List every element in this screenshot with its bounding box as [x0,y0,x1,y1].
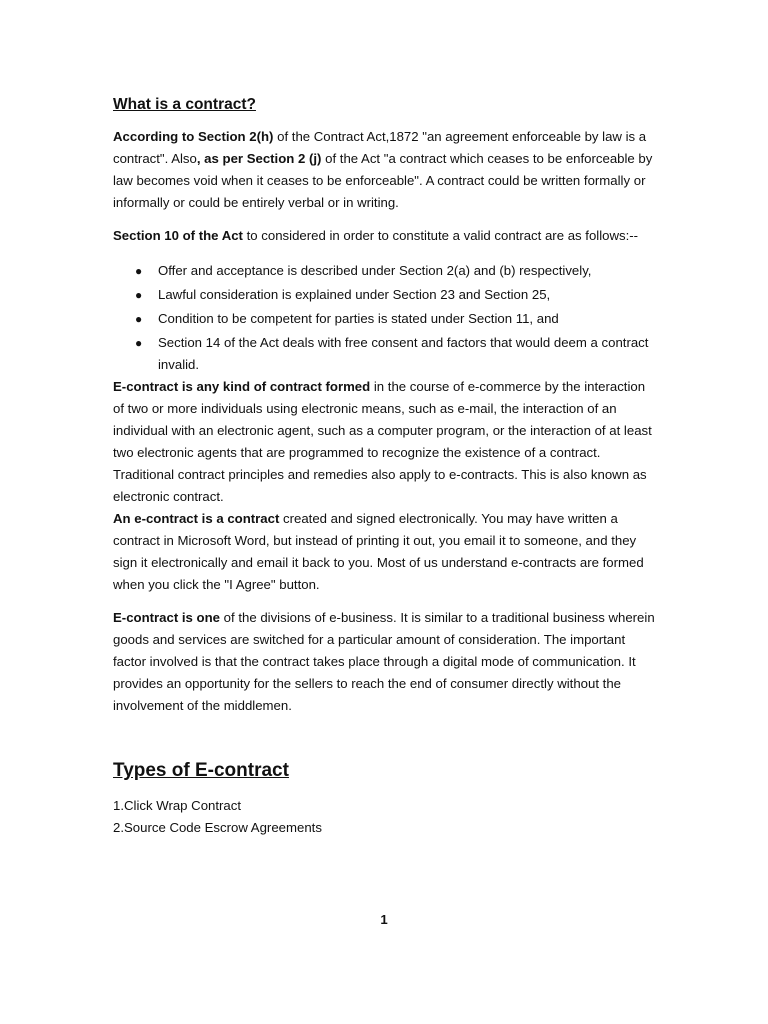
paragraph-section-10 [113,225,658,247]
paragraph-e-business [113,607,658,717]
bold-phrase: E-contract is one [113,610,220,625]
paragraph-definition [113,126,658,214]
bold-phrase: Section 10 of the Act [113,228,243,243]
bold-phrase: E-contract is any kind of contract formed [113,379,371,394]
paragraph-text: of the divisions of e-business. It is similar to a traditional business wherein goods and services are switched for a particular amount of consideration. The important factor involved is that the contract takes place through a digital mode of communication. It provides an opportunity for the sellers to reach the end of consumer directly without the involvement of the middlemen. [113,610,655,713]
list-item: 1.Click Wrap Contract [113,798,242,813]
bullet-icon: ● [135,336,143,350]
paragraph-text: of the Contract Act,1872 "an agreement enforceable by law is a contract". Also [113,129,647,166]
list-item [113,308,658,330]
bold-phrase: According to Section 2(h) [113,129,274,144]
paragraph-e-contract-definition [113,376,658,464]
list-item-text: Condition to be competent for parties is stated under Section 11, and [158,311,559,326]
list-item-text: Offer and acceptance is described under Section 2(a) and (b) respectively, [158,263,592,278]
bold-phrase: An e-contract is a contract [113,511,280,526]
paragraph-text: of the Act "a contract which ceases to be enforceable by law becomes void when it ceases to be enforceable". A contract could be written formally or informally or could be entirely verbal or in writing. [113,151,653,210]
list-item [113,260,658,282]
list-item [113,332,658,376]
bullet-icon: ● [135,288,143,302]
bullet-icon: ● [135,312,143,326]
section-heading-what-is-contract: What is a contract? [113,96,256,113]
list-item-text: Section 14 of the Act deals with free consent and factors that would deem a contract invalid. [158,335,649,372]
bullet-list [113,260,658,376]
bold-phrase: , as per Section 2 (j) [196,151,322,166]
paragraph-text: in the course of e-commerce by the interaction of two or more individuals using electronic means, such as e-mail, the interaction of an individual with an electronic agent, such as a computer program, or the interaction of at least two electronic agents that are programmed to recognize the existence of a contract. [113,379,652,460]
paragraph-text: created and signed electronically. You may have written a contract in Microsoft Word, but instead of printing it out, you email it to someone, and they sign it electronically and email it back to you. Most of us understand e-contracts are formed when you click the "I Agree" button. [113,511,644,592]
paragraph-e-contract-signed [113,508,658,596]
page-content [113,94,658,839]
page-number: 1 [380,912,388,927]
section-heading-types: Types of E-contract [113,760,289,781]
paragraph-text: to considered in order to constitute a valid contract are as follows:-- [242,228,639,243]
list-item [113,284,658,306]
list-item: 2.Source Code Escrow Agreements [113,820,322,835]
paragraph-traditional-principles: Traditional contract principles and remedies also apply to e-contracts. This is also known as electronic contract. [113,467,647,504]
list-item-text: Lawful consideration is explained under Section 23 and Section 25, [158,287,551,302]
bullet-icon: ● [135,264,143,278]
